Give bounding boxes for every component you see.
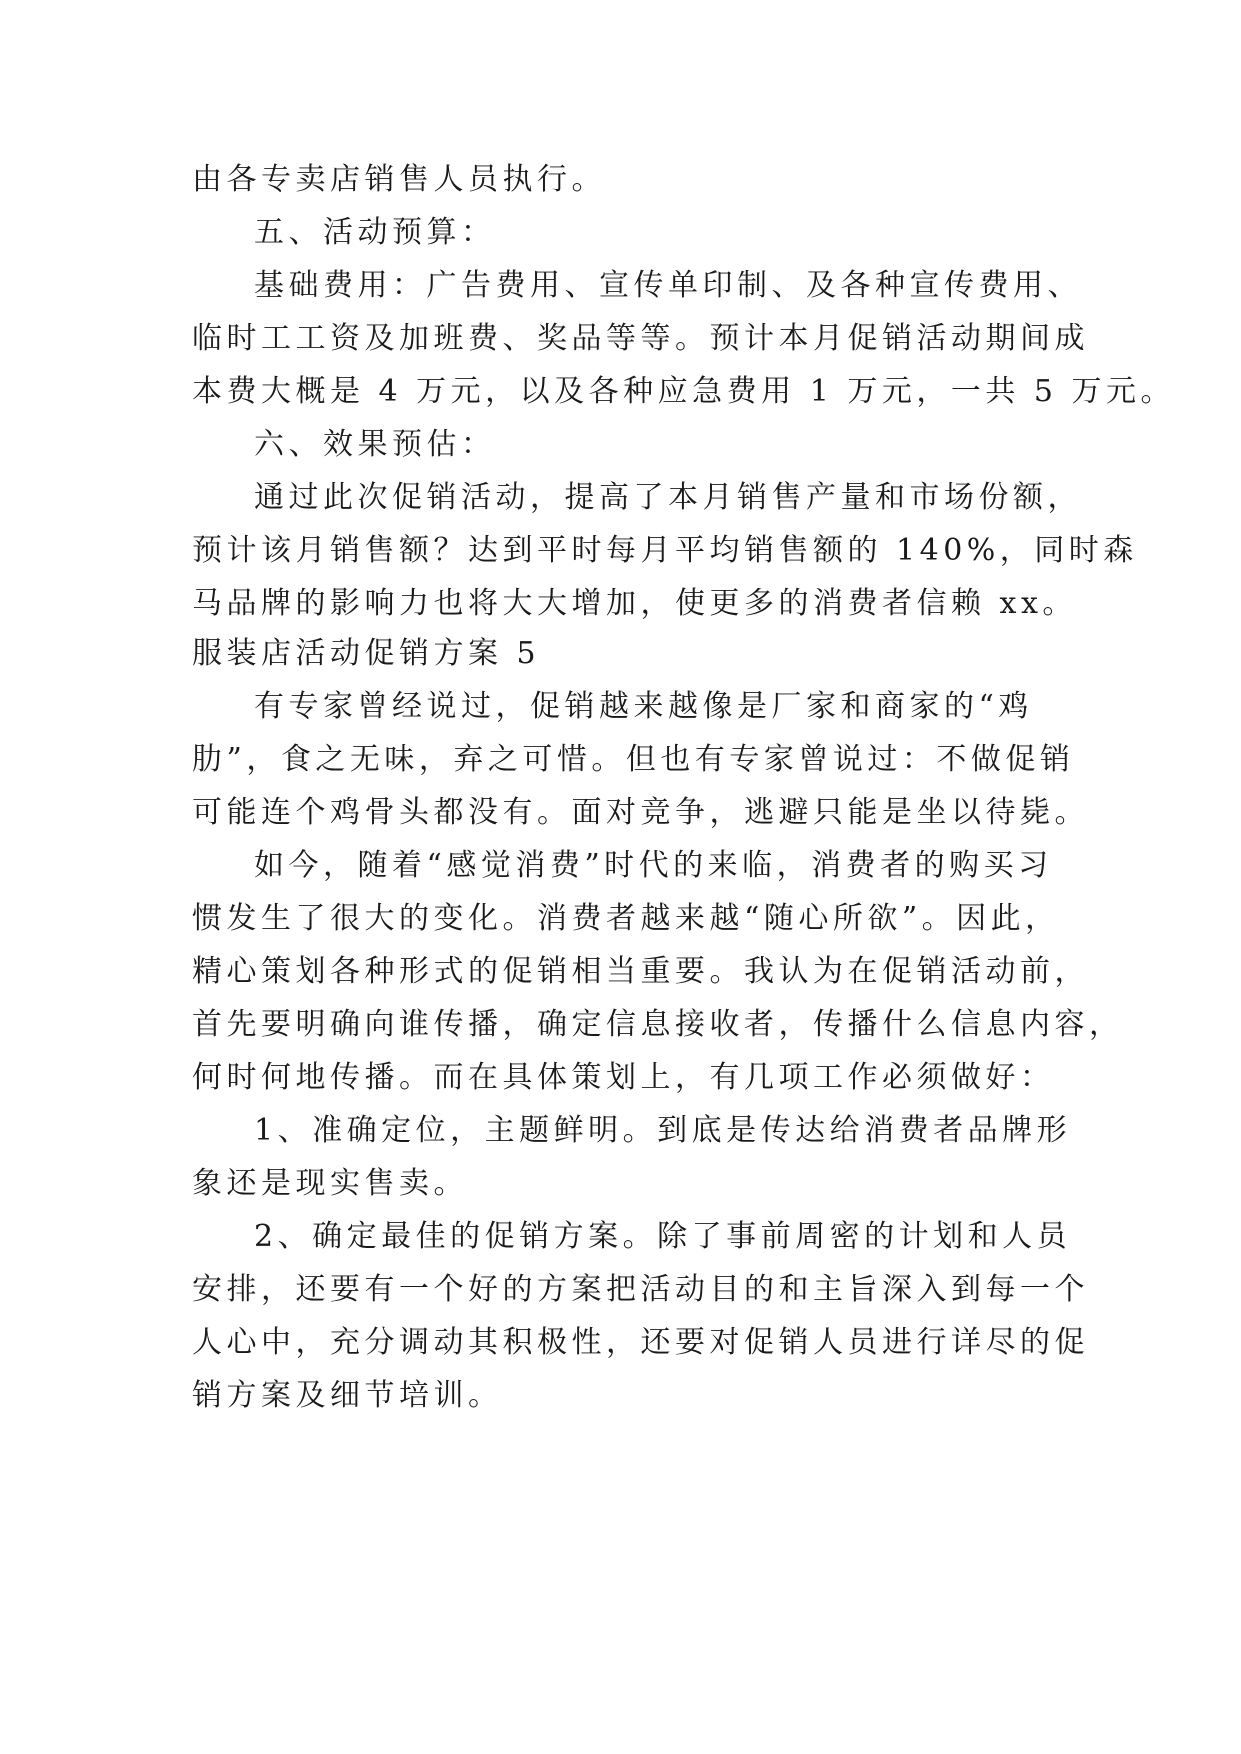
paragraph-line: 人心中，充分调动其积极性，还要对促销人员进行详尽的促 — [192, 1325, 1089, 1360]
paragraph-line: 马品牌的影响力也将大大增加，使更多的消费者信赖 xx。 — [192, 586, 1077, 621]
paragraph-line: 有专家曾经说过，促销越来越像是厂家和商家的“鸡 — [254, 689, 1033, 724]
paragraph-line: 何时何地传播。而在具体策划上，有几项工作必须做好： — [192, 1060, 1055, 1095]
paragraph-line: 惯发生了很大的变化。消费者越来越“随心所欲”。因此， — [192, 901, 1060, 936]
paragraph-line: 肋”，食之无味，弃之可惜。但也有专家曾说过：不做促销 — [192, 742, 1075, 777]
paragraph-line: 由各专卖店销售人员执行。 — [192, 162, 606, 197]
paragraph-line: 安排，还要有一个好的方案把活动目的和主旨深入到每一个 — [192, 1272, 1089, 1307]
paragraph-line: 临时工工资及加班费、奖品等等。预计本月促销活动期间成 — [192, 321, 1089, 356]
paragraph-line: 可能连个鸡骨头都没有。面对竞争，逃避只能是坐以待毙。 — [192, 795, 1089, 830]
section-heading-effect: 六、效果预估： — [254, 427, 496, 462]
paragraph-line: 象还是现实售卖。 — [192, 1166, 468, 1201]
paragraph-line: 本费大概是 4 万元，以及各种应急费用 1 万元，一共 5 万元。 — [192, 374, 1175, 409]
paragraph-line: 精心策划各种形式的促销相当重要。我认为在促销活动前， — [192, 954, 1089, 989]
list-item-1: 1、准确定位，主题鲜明。到底是传达给消费者品牌形 — [254, 1113, 1072, 1148]
paragraph-line: 通过此次促销活动，提高了本月销售产量和市场份额， — [254, 480, 1082, 515]
section-heading-budget: 五、活动预算： — [254, 215, 496, 250]
paragraph-line: 预计该月销售额？达到平时每月平均销售额的 140%，同时森 — [192, 533, 1138, 568]
paragraph-line: 销方案及细节培训。 — [192, 1378, 503, 1413]
paragraph-line: 首先要明确向谁传播，确定信息接收者，传播什么信息内容， — [192, 1007, 1124, 1042]
document-title: 服装店活动促销方案 5 — [192, 636, 541, 671]
paragraph-line: 如今，随着“感觉消费”时代的来临，消费者的购买习 — [254, 848, 1053, 883]
paragraph-line: 基础费用：广告费用、宣传单印制、及各种宣传费用、 — [254, 268, 1082, 303]
list-item-2: 2、确定最佳的促销方案。除了事前周密的计划和人员 — [254, 1219, 1072, 1254]
